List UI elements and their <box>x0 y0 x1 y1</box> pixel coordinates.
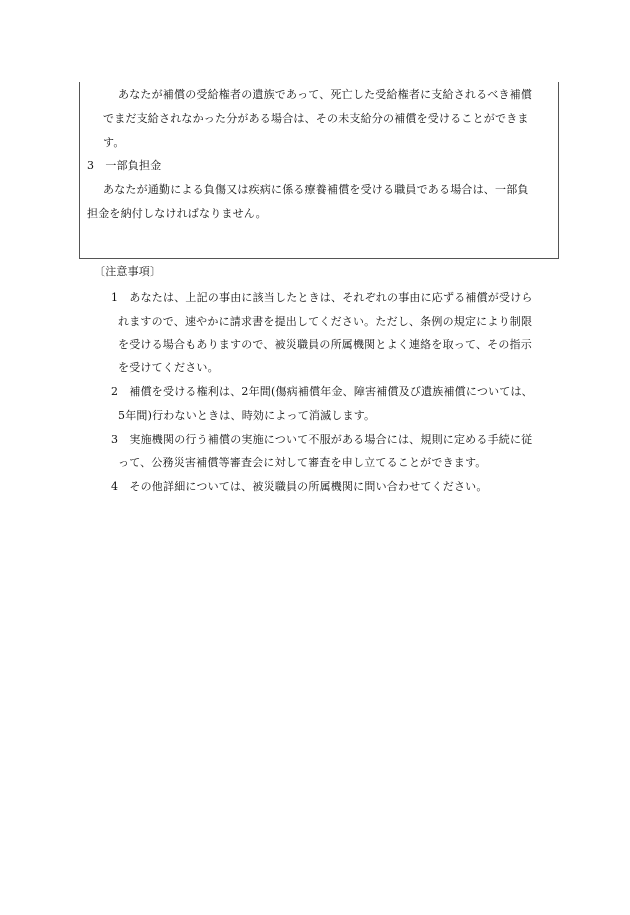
note-1-line4: を受けてください。 <box>118 361 219 374</box>
note-3-line2: って、公務災害補償等審査会に対して審査を申し立てることができます。 <box>118 456 487 469</box>
note-2-line1: 2 補償を受ける権利は、2年間(傷病補償年金、障害補償及び遺族補償については、 <box>111 385 533 398</box>
para3-line2: 担金を納付しなければなりません。 <box>87 207 267 220</box>
notes-title: 〔注意事項〕 <box>94 265 162 278</box>
note-1-line2: れますので、速やかに請求書を提出してください。ただし、条例の規定により制限 <box>118 315 533 328</box>
para3-line1: あなたが通勤による負傷又は疾病に係る療養補償を受ける職員である場合は、一部負 <box>103 183 529 196</box>
para1-line2: でまだ支給されなかった分がある場合は、その未支給分の補償を受けることができま <box>103 112 529 125</box>
para1-line1: あなたが補償の受給権者の遺族であって、死亡した受給権者に支給されるべき補償 <box>118 88 533 101</box>
para1-line3: す。 <box>103 136 125 149</box>
note-1-line1: 1 あなたは、上記の事由に該当したときは、それぞれの事由に応ずる補償が受けら <box>111 291 533 304</box>
note-3-line1: 3 実施機関の行う補償の実施について不服がある場合には、規則に定める手続に従 <box>111 433 533 446</box>
note-4-line1: 4 その他詳細については、被災職員の所属機関に問い合わせてください。 <box>111 480 488 493</box>
section-heading-3: 3 一部負担金 <box>87 159 162 172</box>
note-2-line2: 5年間)行わないときは、時効によって消滅します。 <box>118 409 376 422</box>
note-1-line3: を受ける場合もありますので、被災職員の所属機関とよく連絡を取って、その指示 <box>118 338 532 351</box>
